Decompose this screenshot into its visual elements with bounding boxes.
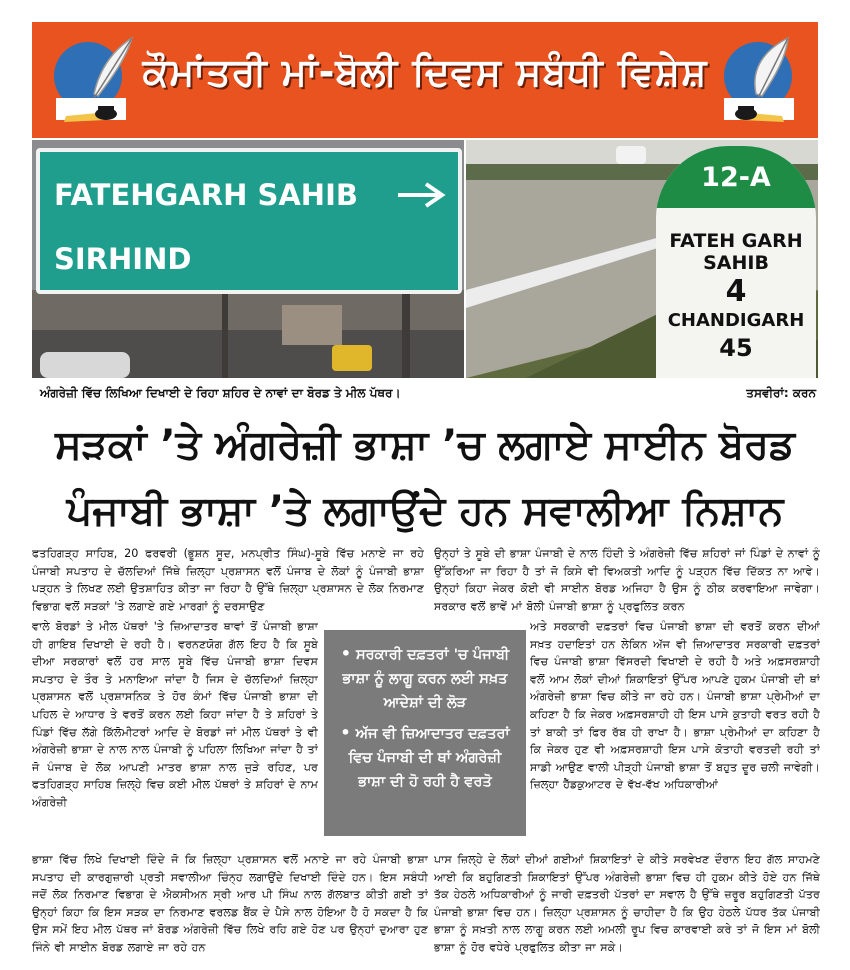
milestone-photo xyxy=(466,140,818,378)
photo-credit: ਤਸਵੀਰਾਂ: ਕਰਨ xyxy=(746,386,816,400)
quill-pen-inkpot-icon xyxy=(46,32,138,128)
article-paragraph: ਫਤਹਿਗੜ੍ਹ ਸਾਹਿਬ, 20 ਫਰਵਰੀ (ਭੂਸ਼ਨ ਸੂਦ, ਮਨਪ੍ਰੀਤ ਸਿੰਘ)-ਸੂਬੇ ਵਿੱਚ ਮਨਾਏ ਜਾ ਰਹੇ ਪੰਜਾਬੀ ਸਪਤਾਹ ਦੇ ਚੱਲਦਿਆਂ ਜਿੱਥੇ ਜ਼ਿਲ੍ਹਾ ਪ੍ਰਸ਼ਾਸਨ ਵਲੋਂ ਪੰਜਾਬ ਦੇ ਲੋਕਾਂ ਨੂੰ ਪੰਜਾਬੀ ਭਾਸ਼ਾ ਪੜ੍ਹਨ ਤੇ ਲਿਖਣ ਲਈ ਉਤਸ਼ਾਹਿਤ ਕੀਤਾ ਜਾ ਰਿਹਾ ਹੈ ਉੱਥੇ ਜ਼ਿਲ੍ਹਾ ਪ੍ਰਸ਼ਾਸਨ ਦੇ ਲੋਕ ਨਿਰਮਾਣ ਵਿਭਾਗ ਵਲੋਂ ਸੜਕਾਂ 'ਤੇ ਲਗਾਏ ਗਏ ਮਾਰਗਾਂ ਨੂੰ ਦਰਸਾਉਣ xyxy=(32,547,424,613)
article-paragraph: ਅਤੇ ਸਰਕਾਰੀ ਦਫ਼ਤਰਾਂ ਵਿਚ ਪੰਜਾਬੀ ਭਾਸ਼ਾ ਦੀ ਵਰਤੋਂ ਕਰਨ ਦੀਆਂ ਸਖ਼ਤ ਹਦਾਇਤਾਂ ਹਨ ਲੇਕਿਨ ਅੱਜ ਵੀ ਜ਼ਿਆਦਾਤਰ ਸਰਕਾਰੀ ਦਫ਼ਤਰਾਂ ਵਿਚ ਪੰਜਾਬੀ ਭਾਸ਼ਾ ਵਿੱਸਰਦੀ ਵਿਖਾਈ ਦੇ ਰਹੀ ਹੈ ਅਤੇ ਅਫ਼ਸਰਸ਼ਾਹੀ ਵਲੋਂ ਆਮ ਲੋਕਾਂ ਦੀਆਂ ਸ਼ਿਕਾਇਤਾਂ ਉੱਪਰ ਆਪਣੇ ਹੁਕਮ ਪੰਜਾਬੀ ਦੀ ਥਾਂ ਅੰਗਰੇਜ਼ੀ ਭਾਸ਼ਾ ਵਿਚ ਕੀਤੇ ਜਾ ਰਹੇ ਹਨ। ਪੰਜਾਬੀ ਭਾਸ਼ਾ ਪ੍ਰੇਮੀਆਂ ਦਾ ਕਹਿਣਾ ਹੈ ਕਿ ਜੇਕਰ ਅਫ਼ਸਰਸ਼ਾਹੀ ਹੀ ਇਸ ਪਾਸੇ ਕੁਤਾਹੀ ਵਰਤ ਰਹੀ ਹੈ ਤਾਂ ਬਾਕੀ ਤਾਂ ਫਿਰ ਰੱਬ ਹੀ ਰਾਖਾ ਹੈ। ਭਾਸ਼ਾ ਪ੍ਰੇਮੀਆਂ ਦਾ ਕਹਿਣਾ ਹੈ ਕਿ ਜੇਕਰ ਹੁਣ ਵੀ ਅਫ਼ਸਰਸ਼ਾਹੀ ਇਸ ਪਾਸੇ ਕੋਤਾਹੀ ਵਰਤਦੀ ਰਹੀ ਤਾਂ ਸਾਡੀ ਆਉਣ ਵਾਲੀ ਪੀੜ੍ਹੀ ਪੰਜਾਬੀ ਭਾਸ਼ਾ ਤੋਂ ਬਹੁਤ ਦੂਰ ਚਲੀ ਜਾਵੇਗੀ। ਜ਼ਿਲ੍ਹਾ ਹੈੱਡਕੁਆਟਰ ਦੇ ਵੱਖ-ਵੱਖ ਅਧਿਕਾਰੀਆਂ xyxy=(530,620,820,792)
bullet-icon: • xyxy=(340,644,351,663)
milestone-place-1-cont: SAHIB xyxy=(703,252,769,274)
milestone-distance-1: 4 xyxy=(725,274,747,309)
sign-destination-1: FATEHGARH SAHIB xyxy=(54,178,358,212)
article-paragraph: ਵਾਲੇ ਬੋਰਡਾਂ ਤੇ ਮੀਲ ਪੱਥਰਾਂ 'ਤੇ ਜ਼ਿਆਦਾਤਰ ਥਾਵਾਂ ਤੋਂ ਪੰਜਾਬੀ ਭਾਸ਼ਾ ਹੀ ਗਾਇਬ ਦਿਖਾਈ ਦੇ ਰਹੀ ਹੈ। ਵਰਨਣਯੋਗ ਗੱਲ ਇਹ ਹੈ ਕਿ ਸੂਬੇ ਦੀਆ ਸਰਕਾਰਾਂ ਵਲੋਂ ਹਰ ਸਾਲ ਸੂਬੇ ਵਿੱਚ ਪੰਜਾਬੀ ਭਾਸ਼ਾ ਦਿਵਸ ਸਪਤਾਹ ਦੇ ਤੌਰ ਤੇ ਮਨਾਇਆ ਜਾਂਦਾ ਹੈ ਜਿਸ ਦੇ ਚੱਲਦਿਆਂ ਜ਼ਿਲ੍ਹਾ ਪ੍ਰਸ਼ਾਸਨ ਵਲੋਂ ਪ੍ਰਸ਼ਾਸਨਿਕ ਤੇ ਹੋਰ ਕੰਮਾਂ ਵਿੱਚ ਪੰਜਾਬੀ ਭਾਸ਼ਾ ਦੀ ਪਹਿਲ ਦੇ ਆਧਾਰ ਤੇ ਵਰਤੋਂ ਕਰਨ ਲਈ ਕਿਹਾ ਜਾਂਦਾ ਹੈ ਤੇ ਸ਼ਹਿਰਾਂ ਤੇ ਪਿੰਡਾਂ ਵਿੱਚ ਲੱਗੇ ਕਿੱਲੋਮੀਟਰਾਂ ਆਦਿ ਦੇ ਬੋਰਡਾਂ ਜਾਂ ਮੀਲ ਪੱਥਰਾਂ ਤੇ ਵੀ ਅੰਗਰੇਜ਼ੀ ਭਾਸ਼ਾ ਦੇ ਨਾਲ ਨਾਲ ਪੰਜਾਬੀ ਨੂੰ ਪਹਿਲਾ ਲਿਖਿਆ ਜਾਂਦਾ ਹੈ ਤਾਂ ਜੋ ਪੰਜਾਬ ਦੇ ਲੋਕ ਆਪਣੀ ਮਾਤਰ ਭਾਸ਼ਾ ਨਾਲ ਜੁੜੇ ਰਹਿਣ, ਪਰ ਫਤਹਿਗੜ੍ਹ ਸਾਹਿਬ ਜ਼ਿਲ੍ਹੇ ਵਿਚ ਕਈ ਮੀਲ ਪੱਥਰਾਂ ਤੇ ਸ਼ਹਿਰਾਂ ਦੇ ਨਾਮ ਅੰਗਰੇਜ਼ੀ xyxy=(32,620,318,809)
highlight-item xyxy=(334,642,516,715)
highlight-item xyxy=(334,721,516,794)
article-paragraph: ਪਾਸ ਜ਼ਿਲ੍ਹੇ ਦੇ ਲੋਕਾਂ ਦੀਆਂ ਗਈਆਂ ਸ਼ਿਕਾਇਤਾਂ ਦੇ ਕੀਤੇ ਸਰਵੇਖਣ ਦੌਰਾਨ ਇਹ ਗੱਲ ਸਾਹਮਣੇ ਆਈ ਕਿ ਬਹੁਗਿਣਤੀ ਸ਼ਿਕਾਇਤਾਂ ਉੱਪਰ ਅੰਗਰੇਜ਼ੀ ਭਾਸ਼ਾ ਵਿਚ ਹੀ ਹੁਕਮ ਕੀਤੇ ਹੋਏ ਹਨ ਜਿੱਥੇ ਤੱਕ ਹੇਠਲੇ ਅਧਿਕਾਰੀਆਂ ਨੂੰ ਜਾਰੀ ਦਫ਼ਤਰੀ ਪੱਤਰਾਂ ਦਾ ਸਵਾਲ ਹੈ ਉੱਥੇ ਜ਼ਰੂਰ ਬਹੁਗਿਣਤੀ ਪੱਤਰ ਪੰਜਾਬੀ ਭਾਸ਼ਾ ਵਿਚ ਹਨ। ਜ਼ਿਲ੍ਹਾ ਪ੍ਰਸ਼ਾਸਨ ਨੂੰ ਚਾਹੀਦਾ ਹੈ ਕਿ ਉਹ ਹੇਠਲੇ ਪੱਧਰ ਤੱਕ ਪੰਜਾਬੀ ਭਾਸ਼ਾ ਨੂੰ ਸਖ਼ਤੀ ਨਾਲ ਲਾਗੂ ਕਰਨ ਲਈ ਅਮਲੀ ਰੂਪ ਵਿਚ ਕਾਰਵਾਈ ਕਰੇ ਤਾਂ ਜੋ ਇਸ ਮਾਂ ਬੋਲੀ ਭਾਸ਼ਾ ਨੂੰ ਹੋਰ ਵਧੇਰੇ ਪ੍ਰਫੁਲਿਤ ਕੀਤਾ ਜਾ ਸਕੇ। xyxy=(434,853,820,954)
sign-destination-2: SIRHIND xyxy=(54,242,192,276)
highlight-box xyxy=(324,630,526,836)
sign-board-photo xyxy=(32,140,464,378)
right-arrow-icon xyxy=(396,180,446,210)
header-banner xyxy=(32,22,818,138)
article-paragraph: ਭਾਸ਼ਾ ਵਿੱਚ ਲਿਖੇ ਦਿਖਾਈ ਦਿੰਦੇ ਜੋ ਕਿ ਜ਼ਿਲ੍ਹਾ ਪ੍ਰਸ਼ਾਸਨ ਵਲੋਂ ਮਨਾਏ ਜਾ ਰਹੇ ਪੰਜਾਬੀ ਭਾਸ਼ਾ ਸਪਤਾਹ ਦੀ ਕਾਰਗੁਜ਼ਾਰੀ ਪ੍ਰਤੀ ਸਵਾਲੀਆ ਚਿੰਨ੍ਹ ਲਗਾਉਂਦੇ ਦਿਖਾਈ ਦਿੰਦੇ ਹਨ। ਇਸ ਸਬੰਧੀ ਜਦੋਂ ਲੋਕ ਨਿਰਮਾਣ ਵਿਭਾਗ ਦੇ ਐਕਸੀਅਨ ਸ੍ਰੀ ਆਰ ਪੀ ਸਿੰਘ ਨਾਲ ਗੱਲਬਾਤ ਕੀਤੀ ਗਈ ਤਾਂ ਉਨ੍ਹਾਂ ਕਿਹਾ ਕਿ ਇਸ ਸੜਕ ਦਾ ਨਿਰਮਾਣ ਵਰਲਡ ਬੈਂਕ ਦੇ ਪੈਸੇ ਨਾਲ ਹੋਇਆ ਹੈ ਹੋ ਸਕਦਾ ਹੈ ਕਿ ਉਸ ਸਮੇਂ ਇਹ ਮੀਲ ਪੱਥਰ ਜਾਂ ਬੋਰਡ ਅੰਗਰੇਜ਼ੀ ਵਿੱਚ ਲਿਖੇ ਰਹਿ ਗਏ ਹੋਣ ਪਰ ਉਨ੍ਹਾਂ ਦੁਆਰਾ ਹੁਣ ਜਿੰਨੇ ਵੀ ਸਾਈਨ ਬੋਰਡ ਲਗਾਏ ਜਾ ਰਹੇ ਹਨ xyxy=(32,853,428,954)
headline-line-2: ਪੰਜਾਬੀ ਭਾਸ਼ਾ ’ਤੇ ਲਗਾਉਂਦੇ ਹਨ ਸਵਾਲੀਆ ਨਿਸ਼ਾਨ xyxy=(66,488,784,534)
highlight-text: ਸਰਕਾਰੀ ਦਫ਼ਤਰਾਂ 'ਚ ਪੰਜਾਬੀ ਭਾਸ਼ਾ ਨੂੰ ਲਾਗੂ ਕਰਨ ਲਈ ਸਖ਼ਤ ਆਦੇਸ਼ਾਂ ਦੀ ਲੋੜ xyxy=(342,647,510,711)
bullet-icon: • xyxy=(340,723,351,742)
photo-caption: ਅੰਗਰੇਜ਼ੀ ਵਿੱਚ ਲਿਖਿਆ ਦਿਖਾਈ ਦੇ ਰਿਹਾ ਸ਼ਹਿਰ ਦੇ ਨਾਵਾਂ ਦਾ ਬੋਰਡ ਤੇ ਮੀਲ ਪੱਥਰ। xyxy=(40,386,401,400)
milestone-place-1: FATEH GARH xyxy=(669,230,803,252)
highlight-text: ਅੱਜ ਵੀ ਜ਼ਿਆਦਾਤਰ ਦਫ਼ਤਰਾਂ ਵਿਚ ਪੰਜਾਬੀ ਦੀ ਥਾਂ ਅੰਗਰੇਜ਼ੀ ਭਾਸ਼ਾ ਦੀ ਹੋ ਰਹੀ ਹੈ ਵਰਤੋ xyxy=(348,726,510,790)
milestone-code: 12-A xyxy=(701,162,771,193)
headline-line-1: ਸੜਕਾਂ ’ਤੇ ਅੰਗਰੇਜ਼ੀ ਭਾਸ਼ਾ ’ਚ ਲਗਾਏ ਸਾਈਨ ਬੋਰਡ xyxy=(55,422,795,468)
article-paragraph: ਉਨ੍ਹਾਂ ਤੇ ਸੂਬੇ ਦੀ ਭਾਸ਼ਾ ਪੰਜਾਬੀ ਦੇ ਨਾਲ ਹਿੰਦੀ ਤੇ ਅੰਗਰੇਜ਼ੀ ਵਿੱਚ ਸ਼ਹਿਰਾਂ ਜਾਂ ਪਿੰਡਾਂ ਦੇ ਨਾਵਾਂ ਨੂੰ ਉੱਕਰਿਆ ਜਾ ਰਿਹਾ ਹੈ ਤਾਂ ਜੋ ਕਿਸੇ ਵੀ ਵਿਅਕਤੀ ਆਦਿ ਨੂੰ ਪੜ੍ਹਨ ਵਿੱਚ ਦਿੱਕਤ ਨਾ ਆਵੇ। ਉਨ੍ਹਾਂ ਕਿਹਾ ਜੇਕਰ ਕੋਈ ਵੀ ਸਾਈਨ ਬੋਰਡ ਅਜਿਹਾ ਹੈ ਉਸ ਨੂੰ ਠੀਕ ਕਰਵਾਇਆ ਜਾਵੇਗਾ। ਸਰਕਾਰ ਵਲੋਂ ਭਾਵੇਂ ਮਾਂ ਬੋਲੀ ਪੰਜਾਬੀ ਭਾਸ਼ਾ ਨੂੰ ਪ੍ਰਫੁਲਿਤ ਕਰਨ xyxy=(434,547,820,613)
milestone-distance-2: 45 xyxy=(719,334,753,362)
milestone-place-2: CHANDIGARH xyxy=(667,310,805,331)
milestone-stone xyxy=(656,146,816,378)
direction-sign-board xyxy=(36,148,462,294)
quill-pen-inkpot-icon xyxy=(712,32,804,128)
banner-title: ਕੌਮਾਂਤਰੀ ਮਾਂ-ਬੋਲੀ ਦਿਵਸ ਸਬੰਧੀ ਵਿਸ਼ੇਸ਼ xyxy=(142,50,708,94)
